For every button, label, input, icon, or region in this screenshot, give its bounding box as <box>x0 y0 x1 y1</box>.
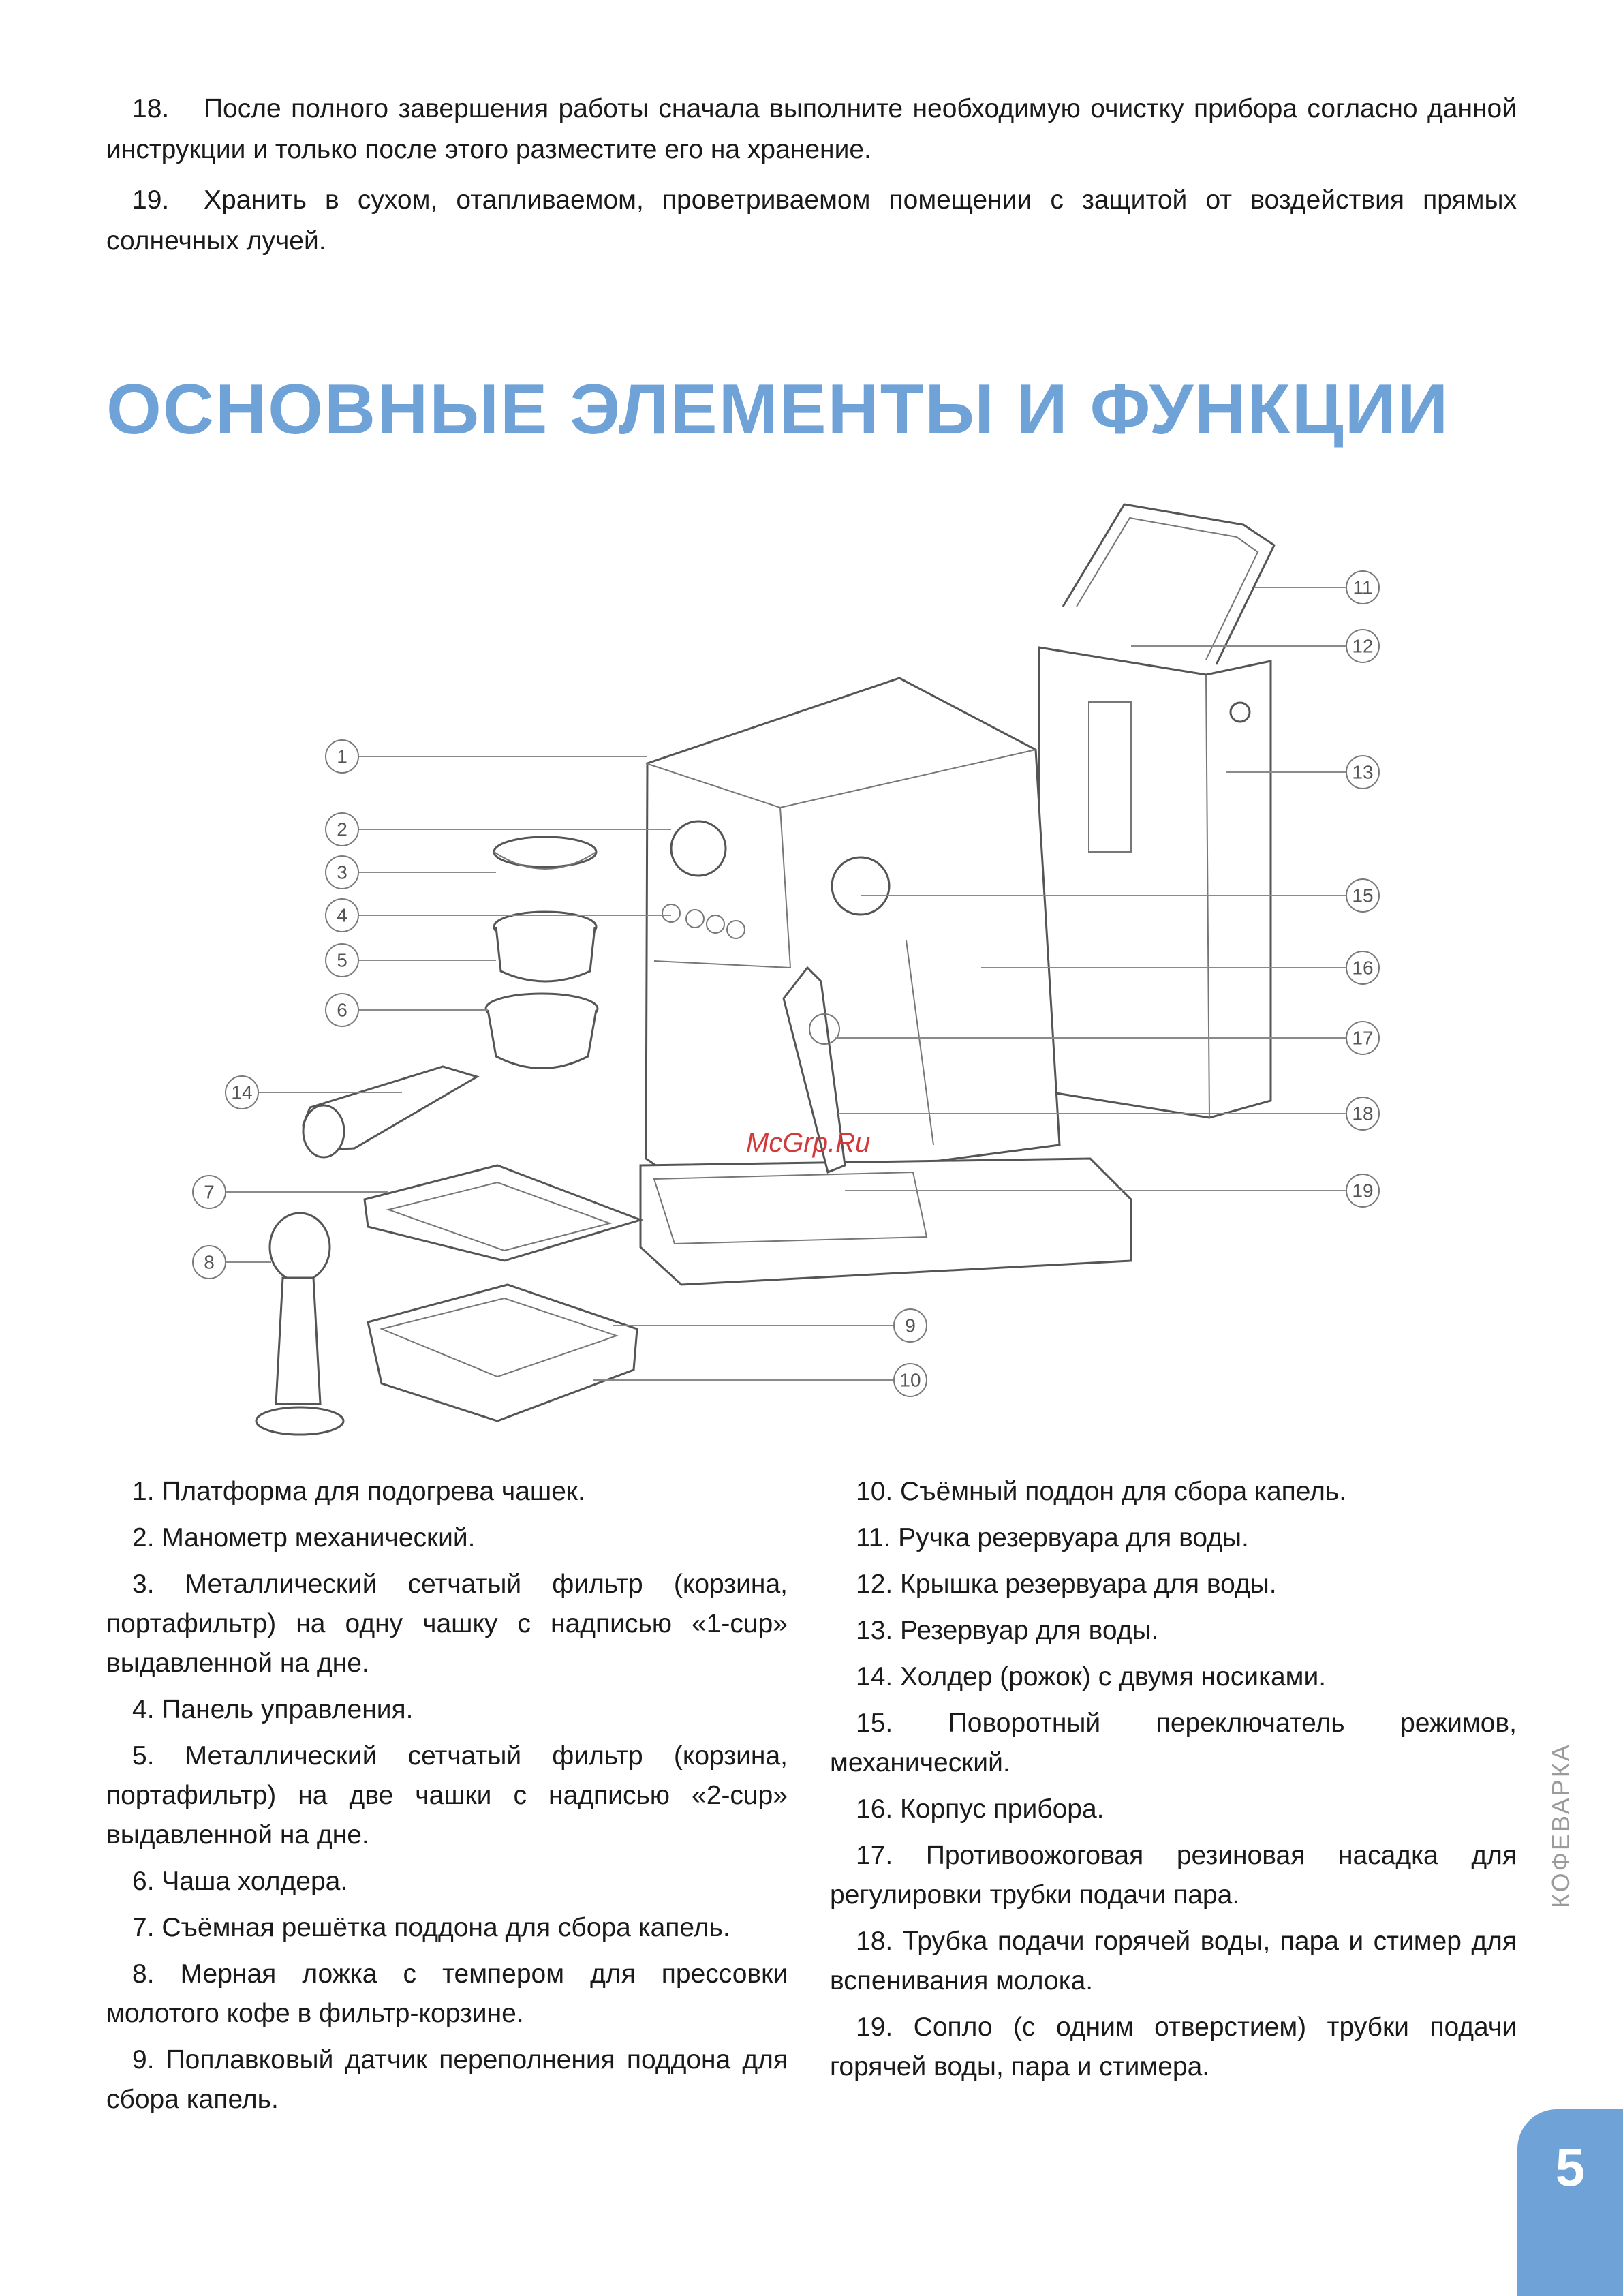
section-title: ОСНОВНЫЕ ЭЛЕМЕНТЫ И ФУНКЦИИ <box>106 370 1450 449</box>
callout-1 <box>326 740 358 773</box>
page-number-tab <box>1517 2109 1623 2296</box>
list-item: 6. Чаша холдера. <box>132 1867 348 1896</box>
intro-number: 18. <box>132 94 170 123</box>
parts-list-left <box>106 1472 788 2126</box>
svg-text:2: 2 <box>337 818 347 840</box>
list-item: 5. Металлический сетчатый фильтр (корзина, портафильтр) на две чашки с надписью «2-cup» выдавленной на дне. <box>106 1741 788 1850</box>
svg-text:17: 17 <box>1352 1027 1374 1049</box>
svg-text:5: 5 <box>337 949 347 971</box>
coffee-machine-diagram <box>0 477 1623 1458</box>
callout-10 <box>894 1364 927 1396</box>
callout-3 <box>326 856 358 889</box>
list-item: 10. Съёмный поддон для сбора капель. <box>856 1477 1347 1506</box>
callout-5 <box>326 944 358 977</box>
list-item: 16. Корпус прибора. <box>856 1794 1104 1824</box>
callout-15 <box>1346 879 1379 912</box>
intro-number: 19. <box>132 185 170 215</box>
svg-text:10: 10 <box>899 1369 921 1391</box>
intro-text: Хранить в сухом, отапливаемом, проветриваемом помещении с защитой от воздействия прямых солнечных лучей. <box>106 185 1517 256</box>
list-item: 2. Манометр механический. <box>132 1523 476 1552</box>
section-side-label: КОФЕВАРКА <box>1547 1743 1575 1908</box>
callout-12 <box>1346 630 1379 662</box>
callout-4 <box>326 899 358 932</box>
callout-11 <box>1346 571 1379 604</box>
list-item: 9. Поплавковый датчик переполнения поддона для сбора капель. <box>106 2045 788 2114</box>
list-item: 12. Крышка резервуара для воды. <box>856 1570 1277 1599</box>
list-item: 14. Холдер (рожок) с двумя носиками. <box>856 1662 1327 1692</box>
svg-text:9: 9 <box>905 1315 916 1336</box>
svg-text:7: 7 <box>204 1181 215 1203</box>
svg-text:4: 4 <box>337 904 347 926</box>
page-number: 5 <box>1555 2137 1586 2197</box>
callout-8 <box>193 1246 226 1279</box>
list-item: 19. Сопло (с одним отверстием) трубки подачи горячей воды, пара и стимера. <box>830 2012 1517 2081</box>
list-item: 1. Платформа для подогрева чашек. <box>132 1477 585 1506</box>
svg-text:6: 6 <box>337 999 347 1021</box>
callout-18 <box>1346 1097 1379 1130</box>
svg-text:1: 1 <box>337 746 347 767</box>
list-item: 13. Резервуар для воды. <box>856 1616 1159 1645</box>
parts-list-right <box>830 1472 1517 2094</box>
list-item: 18. Трубка подачи горячей воды, пара и стимер для вспенивания молока. <box>830 1927 1517 1995</box>
water-tank-drawing <box>1039 504 1274 1118</box>
svg-text:14: 14 <box>231 1082 253 1103</box>
callout-9 <box>894 1309 927 1342</box>
callout-17 <box>1346 1022 1379 1054</box>
svg-text:8: 8 <box>204 1251 215 1273</box>
intro-text: После полного завершения работы сначала выполните необходимую очистку прибора согласно данной инструкции и только после этого разместите его на хранение. <box>106 94 1517 164</box>
callout-2 <box>326 813 358 846</box>
list-item: 3. Металлический сетчатый фильтр (корзина, портафильтр) на одну чашку с надписью «1-cup» выдавленной на дне. <box>106 1570 788 1678</box>
accessories-drawing <box>256 837 640 1435</box>
intro-paragraph-19 <box>106 180 1517 262</box>
svg-text:19: 19 <box>1352 1180 1374 1201</box>
callout-13 <box>1346 756 1379 789</box>
callout-7 <box>193 1176 226 1208</box>
svg-text:18: 18 <box>1352 1103 1374 1124</box>
list-item: 17. Противоожоговая резиновая насадка для регулировки трубки подачи пара. <box>830 1841 1517 1910</box>
svg-text:12: 12 <box>1352 635 1374 657</box>
svg-text:16: 16 <box>1352 957 1374 979</box>
callout-14 <box>226 1076 258 1109</box>
svg-text:13: 13 <box>1352 761 1374 783</box>
list-item: 8. Мерная ложка с темпером для прессовки молотого кофе в фильтр-корзине. <box>106 1959 788 2028</box>
callout-16 <box>1346 951 1379 984</box>
callout-19 <box>1346 1174 1379 1207</box>
svg-text:3: 3 <box>337 861 347 883</box>
callout-6 <box>326 994 358 1026</box>
svg-text:15: 15 <box>1352 885 1374 906</box>
list-item: 11. Ручка резервуара для воды. <box>856 1523 1249 1552</box>
list-item: 7. Съёмная решётка поддона для сбора капель. <box>132 1913 730 1942</box>
svg-text:11: 11 <box>1352 577 1373 598</box>
watermark: McGrp.Ru <box>746 1128 871 1158</box>
list-item: 15. Поворотный переключатель режимов, механический. <box>830 1709 1517 1777</box>
intro-paragraph-18 <box>106 89 1517 170</box>
list-item: 4. Панель управления. <box>132 1695 414 1724</box>
